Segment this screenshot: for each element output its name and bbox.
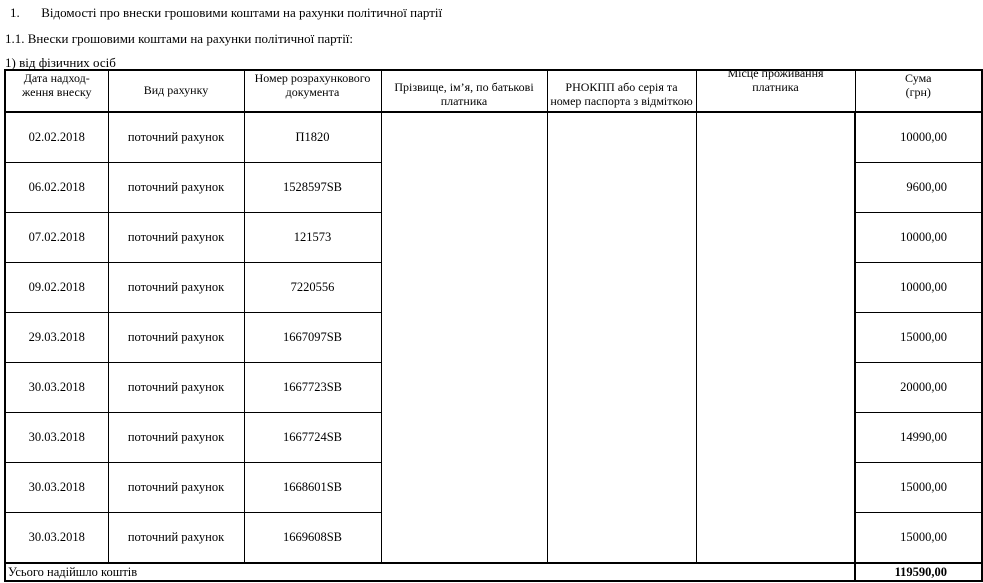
cell-document-number: 1667723SB xyxy=(244,363,381,413)
document-heading xyxy=(10,5,442,21)
col-header-date: Дата надход- ження внеску xyxy=(5,70,108,112)
col-header-residence: Місце проживання платника xyxy=(696,70,855,112)
cell-date: 30.03.2018 xyxy=(5,413,108,463)
cell-payer-name xyxy=(381,313,547,363)
cell-tax-id xyxy=(547,263,696,313)
cell-payer-name xyxy=(381,463,547,513)
cell-residence xyxy=(696,213,855,263)
cell-amount: 10000,00 xyxy=(855,112,982,163)
cell-tax-id xyxy=(547,363,696,413)
cell-amount: 10000,00 xyxy=(855,213,982,263)
cell-document-number: 121573 xyxy=(244,213,381,263)
total-amount: 119590,00 xyxy=(855,563,982,581)
cell-date: 30.03.2018 xyxy=(5,363,108,413)
table-row xyxy=(5,313,982,363)
cell-tax-id xyxy=(547,463,696,513)
cell-tax-id xyxy=(547,163,696,213)
col-header-amount: Сума (грн) xyxy=(855,70,982,112)
cell-tax-id xyxy=(547,213,696,263)
heading-title: Відомості про внески грошовими коштами на рахунки політичної партії xyxy=(41,5,443,20)
cell-payer-name xyxy=(381,213,547,263)
cell-tax-id xyxy=(547,313,696,363)
cell-date: 06.02.2018 xyxy=(5,163,108,213)
cell-payer-name xyxy=(381,413,547,463)
section-label: 1) від фізичних осіб xyxy=(5,55,116,70)
cell-account-type: поточний рахунок xyxy=(108,313,244,363)
cell-document-number: П1820 xyxy=(244,112,381,163)
cell-residence xyxy=(696,112,855,163)
table-row xyxy=(5,363,982,413)
col-header-payer-name: Прізвище, ім’я, по батькові платника xyxy=(381,70,547,112)
cell-tax-id xyxy=(547,112,696,163)
cell-document-number: 1528597SB xyxy=(244,163,381,213)
cell-account-type: поточний рахунок xyxy=(108,213,244,263)
cell-amount: 15000,00 xyxy=(855,463,982,513)
cell-amount: 10000,00 xyxy=(855,263,982,313)
cell-date: 02.02.2018 xyxy=(5,112,108,163)
cell-amount: 15000,00 xyxy=(855,313,982,363)
cell-residence xyxy=(696,263,855,313)
table-header-row xyxy=(5,70,982,112)
cell-document-number: 1669608SB xyxy=(244,513,381,564)
cell-account-type: поточний рахунок xyxy=(108,413,244,463)
contributions-table xyxy=(4,66,983,582)
cell-account-type: поточний рахунок xyxy=(108,112,244,163)
cell-account-type: поточний рахунок xyxy=(108,263,244,313)
cell-account-type: поточний рахунок xyxy=(108,463,244,513)
col-header-document-number: Номер розрахункового документа xyxy=(244,70,381,112)
cell-residence xyxy=(696,363,855,413)
cell-payer-name xyxy=(381,163,547,213)
heading-number: 1. xyxy=(10,5,20,20)
cell-payer-name xyxy=(381,513,547,564)
cell-tax-id xyxy=(547,413,696,463)
table-row xyxy=(5,463,982,513)
total-row xyxy=(5,563,982,581)
col-header-tax-id: РНОКПП або серія та номер паспорта з відміткою xyxy=(547,70,696,112)
cell-date: 30.03.2018 xyxy=(5,513,108,564)
cell-amount: 9600,00 xyxy=(855,163,982,213)
cell-account-type: поточний рахунок xyxy=(108,363,244,413)
cell-amount: 14990,00 xyxy=(855,413,982,463)
cell-date: 09.02.2018 xyxy=(5,263,108,313)
cell-document-number: 1668601SB xyxy=(244,463,381,513)
cell-payer-name xyxy=(381,112,547,163)
cell-date: 07.02.2018 xyxy=(5,213,108,263)
cell-date: 30.03.2018 xyxy=(5,463,108,513)
cell-amount: 15000,00 xyxy=(855,513,982,564)
cell-document-number: 7220556 xyxy=(244,263,381,313)
cell-residence xyxy=(696,513,855,564)
cell-residence xyxy=(696,413,855,463)
cell-residence xyxy=(696,463,855,513)
cell-date: 29.03.2018 xyxy=(5,313,108,363)
cell-residence xyxy=(696,313,855,363)
table-row xyxy=(5,513,982,564)
cell-account-type: поточний рахунок xyxy=(108,163,244,213)
table-row xyxy=(5,263,982,313)
table-row xyxy=(5,112,982,163)
cell-tax-id xyxy=(547,513,696,564)
total-label: Усього надійшло коштів xyxy=(5,563,855,581)
cell-payer-name xyxy=(381,263,547,313)
table-row xyxy=(5,413,982,463)
cell-document-number: 1667724SB xyxy=(244,413,381,463)
cell-residence xyxy=(696,163,855,213)
cell-document-number: 1667097SB xyxy=(244,313,381,363)
cell-amount: 20000,00 xyxy=(855,363,982,413)
table-row xyxy=(5,213,982,263)
cell-payer-name xyxy=(381,363,547,413)
cell-account-type: поточний рахунок xyxy=(108,513,244,564)
subheading: 1.1. Внески грошовими коштами на рахунки політичної партії: xyxy=(5,31,354,46)
col-header-account-type: Вид рахунку xyxy=(108,70,244,112)
table-row xyxy=(5,163,982,213)
